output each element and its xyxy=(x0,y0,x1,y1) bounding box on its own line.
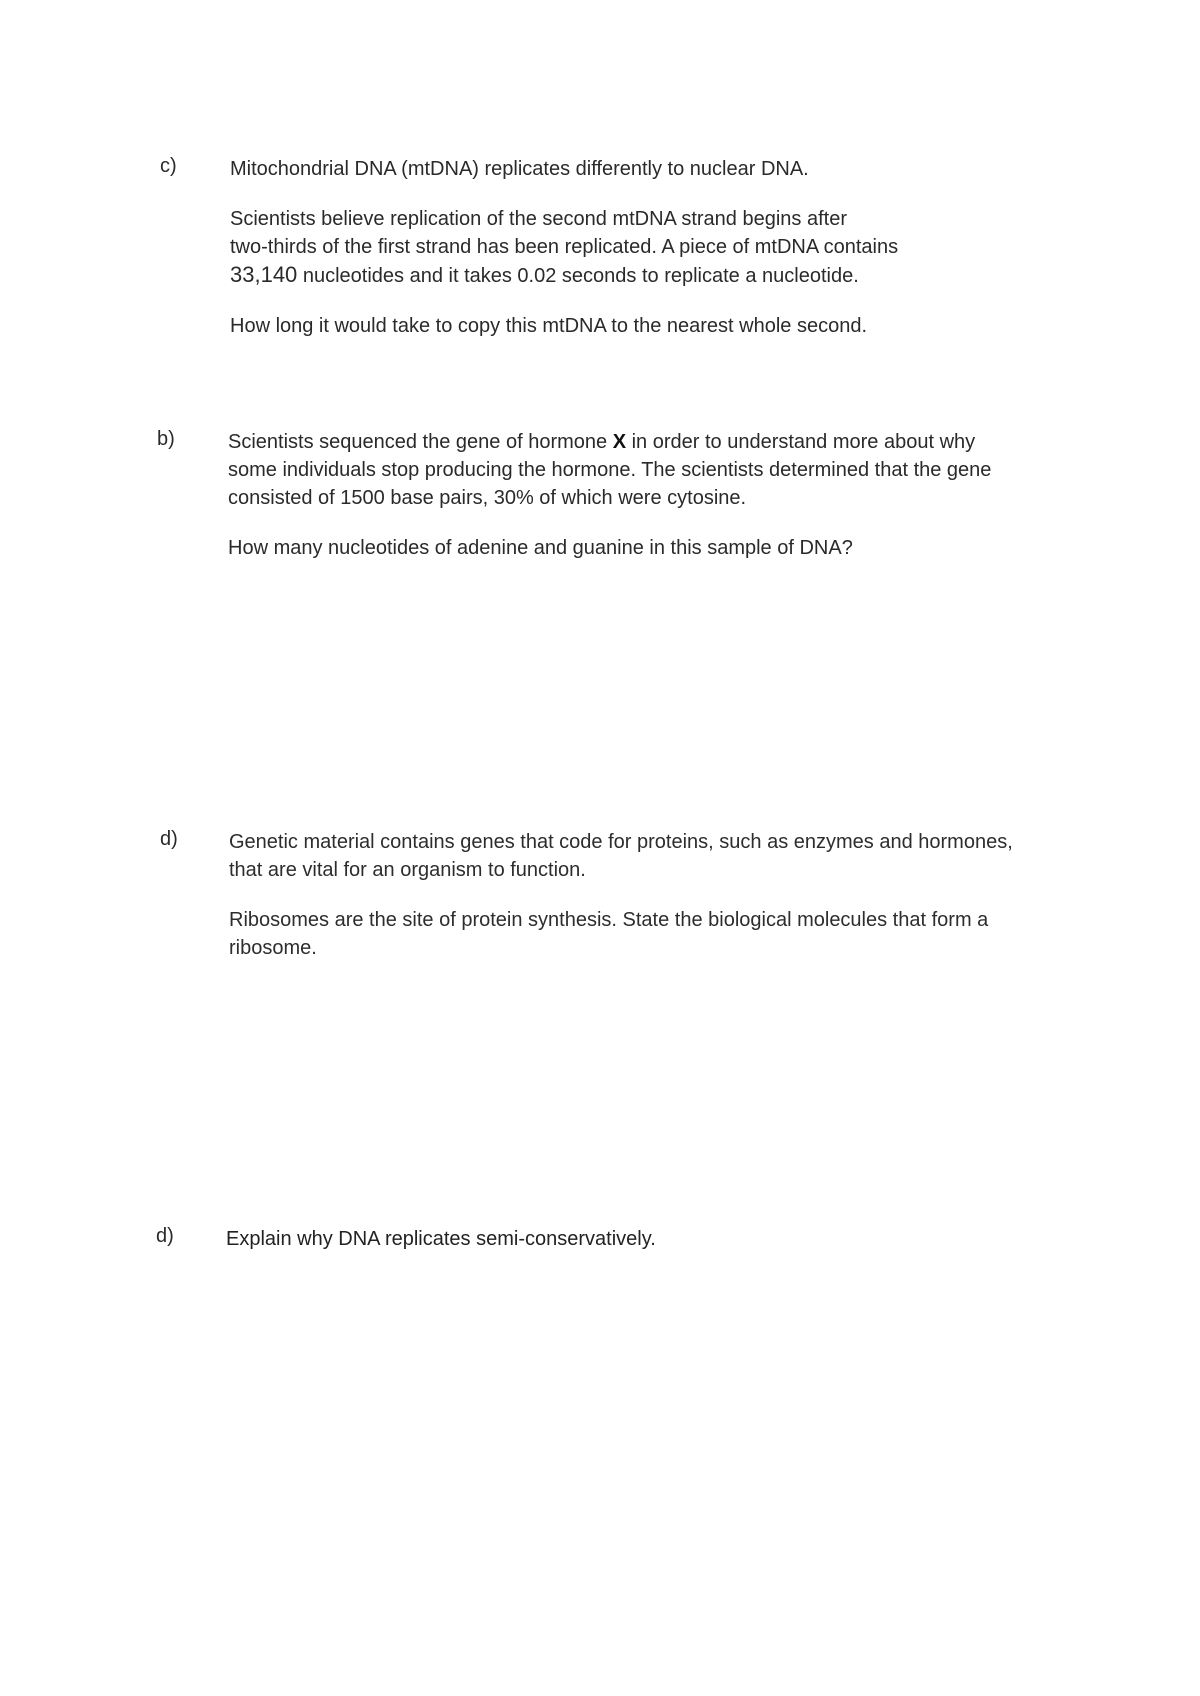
question-prompt xyxy=(229,906,1069,962)
prompt-line-1: Ribosomes are the site of protein synthesis. State the biological molecules that form a xyxy=(229,909,989,931)
question-prompt: How many nucleotides of adenine and guanine in this sample of DNA? xyxy=(228,537,853,559)
question-body xyxy=(229,828,1069,962)
nucleotide-count: 33,140 xyxy=(230,262,298,287)
prompt-line-2: ribosome. xyxy=(229,937,317,959)
question-label: c) xyxy=(160,155,177,177)
question-label: d) xyxy=(156,1225,174,1247)
question-intro: Mitochondrial DNA (mtDNA) replicates differently to nuclear DNA. xyxy=(230,158,809,180)
question-label: b) xyxy=(157,428,175,450)
context-line-1: Scientists believe replication of the second mtDNA strand begins after xyxy=(230,208,847,230)
question-label: d) xyxy=(160,828,178,850)
context-line-1: Genetic material contains genes that code for proteins, such as enzymes and hormones, xyxy=(229,831,1013,853)
context-line-2: two-thirds of the first strand has been replicated. A piece of mtDNA contains xyxy=(230,236,899,258)
hormone-x: X xyxy=(612,431,627,453)
context-line-3: consisted of 1500 base pairs, 30% of which were cytosine. xyxy=(228,487,747,509)
question-context xyxy=(228,428,1058,512)
context-line-2: some individuals stop producing the hormone. The scientists determined that the gene xyxy=(228,459,992,481)
question-prompt: Explain why DNA replicates semi-conservatively. xyxy=(226,1228,656,1250)
question-prompt: How long it would take to copy this mtDNA to the nearest whole second. xyxy=(230,315,868,337)
question-body xyxy=(230,155,990,340)
context-line-3: nucleotides and it takes 0.02 seconds to replicate a nucleotide. xyxy=(297,265,859,287)
context-line-1a: Scientists sequenced the gene of hormone xyxy=(228,431,613,453)
question-body xyxy=(228,428,1058,562)
question-context xyxy=(230,205,990,290)
context-line-2: that are vital for an organism to function. xyxy=(229,859,586,881)
question-body xyxy=(226,1225,1026,1253)
question-context xyxy=(229,828,1069,884)
context-line-1b: in order to understand more about why xyxy=(626,431,976,453)
